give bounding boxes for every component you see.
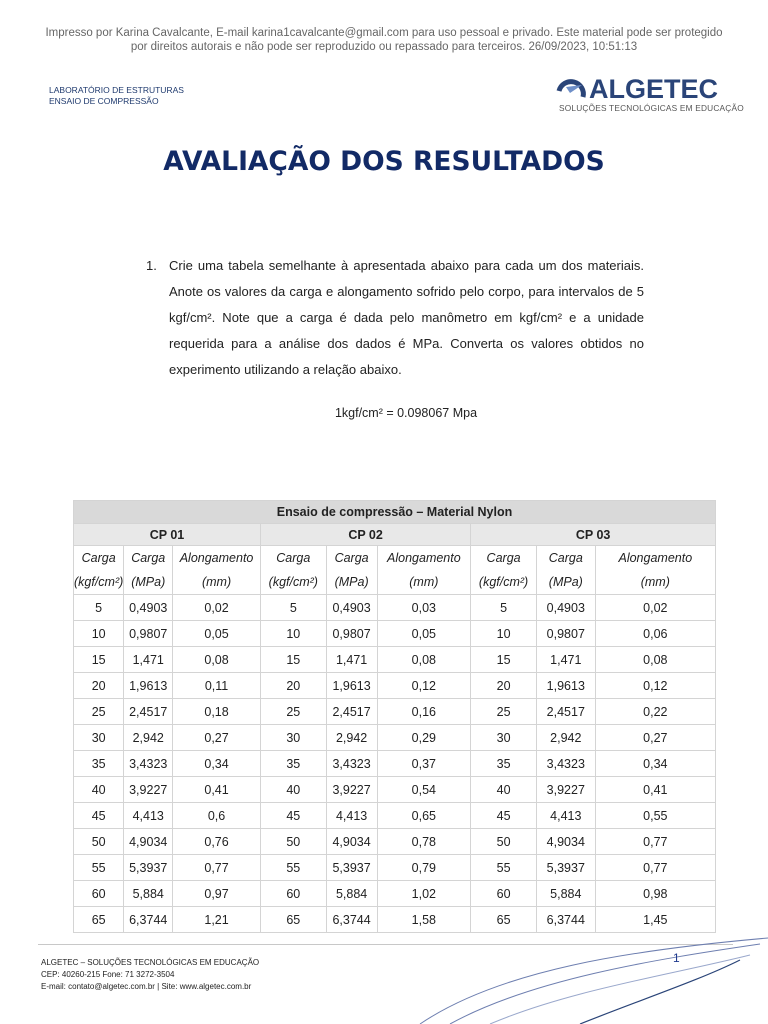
table-cell: 50 — [471, 829, 537, 855]
carga-mpa-header — [326, 546, 377, 595]
page-number: 1 — [673, 951, 680, 965]
carga-mpa-header-line-2: (MPa) — [131, 575, 166, 589]
table-row — [74, 803, 716, 829]
table-cell: 1,45 — [595, 907, 715, 933]
table-cell: 0,65 — [377, 803, 471, 829]
alongamento-header — [173, 546, 261, 595]
table-cell: 25 — [260, 699, 326, 725]
table-cell: 55 — [74, 855, 124, 881]
group-header-cp02: CP 02 — [260, 524, 470, 546]
table-cell: 4,413 — [326, 803, 377, 829]
alongamento-header-line-1: Alongamento — [618, 551, 693, 565]
table-cell: 40 — [260, 777, 326, 803]
watermark-line-1: Impresso por Karina Cavalcante, E-mail karina1cavalcante@gmail.com para uso pessoal e privado. Este material pode ser protegido — [45, 27, 723, 39]
table-cell: 3,4323 — [326, 751, 377, 777]
table-cell: 4,9034 — [536, 829, 595, 855]
carga-kgf-header — [74, 546, 124, 595]
table-cell: 5,884 — [536, 881, 595, 907]
table-cell: 50 — [260, 829, 326, 855]
table-cell: 35 — [260, 751, 326, 777]
question-number: 1. — [146, 258, 157, 273]
table-cell: 1,9613 — [124, 673, 173, 699]
alongamento-header-line-1: Alongamento — [387, 551, 461, 565]
conversion-formula: 1kgf/cm² = 0.098067 Mpa — [334, 406, 478, 420]
alongamento-header-line-1: Alongamento — [179, 551, 254, 565]
table-cell: 1,21 — [173, 907, 261, 933]
table-row — [74, 881, 716, 907]
carga-mpa-header-line-1: Carga — [131, 551, 166, 565]
table-cell: 0,02 — [173, 595, 261, 621]
table-cell: 0,05 — [173, 621, 261, 647]
table-cell: 1,58 — [377, 907, 471, 933]
carga-kgf-header-line-1: Carga — [81, 551, 116, 565]
group-header-cp03: CP 03 — [471, 524, 716, 546]
table-cell: 0,37 — [377, 751, 471, 777]
table-cell: 0,06 — [595, 621, 715, 647]
table-cell: 55 — [471, 855, 537, 881]
table-cell: 0,08 — [595, 647, 715, 673]
table-cell: 5,3937 — [124, 855, 173, 881]
table-cell: 1,471 — [124, 647, 173, 673]
table-cell: 0,98 — [595, 881, 715, 907]
table-cell: 0,41 — [173, 777, 261, 803]
logo-tagline: SOLUÇÕES TECNOLÓGICAS EM EDUCAÇÃO — [559, 103, 744, 113]
carga-kgf-header-line-2: (kgf/cm²) — [268, 575, 318, 589]
table-cell: 0,29 — [377, 725, 471, 751]
table-row — [74, 595, 716, 621]
table-cell: 35 — [74, 751, 124, 777]
table-cell: 5 — [471, 595, 537, 621]
table-cell: 35 — [471, 751, 537, 777]
table-cell: 2,942 — [326, 725, 377, 751]
footer-address: CEP: 40260-215 Fone: 71 3272-3504 — [41, 970, 175, 979]
table-row — [74, 699, 716, 725]
table-cell: 1,471 — [326, 647, 377, 673]
table-cell: 0,9807 — [326, 621, 377, 647]
table-cell: 0,08 — [377, 647, 471, 673]
table-cell: 30 — [260, 725, 326, 751]
group-header-cp01: CP 01 — [74, 524, 261, 546]
table-body — [74, 595, 716, 933]
carga-mpa-header-line-1: Carga — [548, 551, 583, 565]
table-cell: 30 — [471, 725, 537, 751]
alongamento-header — [595, 546, 715, 595]
carga-kgf-header-line-1: Carga — [276, 551, 311, 565]
carga-mpa-header — [124, 546, 173, 595]
table-row — [74, 725, 716, 751]
table-cell: 5 — [260, 595, 326, 621]
table-cell: 0,03 — [377, 595, 471, 621]
table-cell: 40 — [471, 777, 537, 803]
table-cell: 0,97 — [173, 881, 261, 907]
carga-mpa-header-line-2: (MPa) — [334, 575, 369, 589]
table-row — [74, 829, 716, 855]
alongamento-header-line-2: (mm) — [640, 575, 670, 589]
table-cell: 0,77 — [595, 829, 715, 855]
table-cell: 0,4903 — [536, 595, 595, 621]
table-cell: 45 — [260, 803, 326, 829]
table-cell: 25 — [74, 699, 124, 725]
footer-company: ALGETEC – SOLUÇÕES TECNOLÓGICAS EM EDUCAÇÃO — [41, 958, 260, 967]
table-cell: 2,4517 — [536, 699, 595, 725]
table-cell: 0,76 — [173, 829, 261, 855]
table-cell: 0,6 — [173, 803, 261, 829]
carga-kgf-header-line-2: (kgf/cm²) — [74, 575, 124, 589]
carga-kgf-header-line-2: (kgf/cm²) — [478, 575, 529, 589]
table-cell: 0,9807 — [124, 621, 173, 647]
table-cell: 1,471 — [536, 647, 595, 673]
table-cell: 0,12 — [377, 673, 471, 699]
table-cell: 1,02 — [377, 881, 471, 907]
table-cell: 0,11 — [173, 673, 261, 699]
table-cell: 0,27 — [595, 725, 715, 751]
table-cell: 0,34 — [595, 751, 715, 777]
lab-name: LABORATÓRIO DE ESTRUTURAS — [49, 85, 184, 95]
footer-contact: E-mail: contato@algetec.com.br | Site: www.algetec.com.br — [41, 982, 252, 991]
table-row — [74, 647, 716, 673]
question-text: Crie uma tabela semelhante à apresentada abaixo para cada um dos materiais. Anote os valores da carga e alongamento sofrido pelo corpo, para intervalos de 5 kgf/cm². Note que a carga é dada pelo manômetro em kgf/cm² e a unidade requerida para a análise dos dados é MPa. Converta os valores obtidos no experimento utilizando a relação abaixo. — [169, 258, 644, 377]
table-cell: 65 — [74, 907, 124, 933]
carga-kgf-header — [260, 546, 326, 595]
table-row — [74, 907, 716, 933]
table-cell: 60 — [260, 881, 326, 907]
table-cell: 2,4517 — [124, 699, 173, 725]
table-cell: 45 — [471, 803, 537, 829]
carga-mpa-header — [536, 546, 595, 595]
table-cell: 6,3744 — [124, 907, 173, 933]
table-cell: 3,4323 — [536, 751, 595, 777]
table-cell: 15 — [74, 647, 124, 673]
table-cell: 15 — [471, 647, 537, 673]
table-cell: 0,12 — [595, 673, 715, 699]
alongamento-header — [377, 546, 471, 595]
logo-name: ALGETEC — [589, 74, 719, 104]
table-cell: 2,942 — [124, 725, 173, 751]
question-1 — [146, 253, 644, 383]
table-cell: 0,16 — [377, 699, 471, 725]
table-cell: 50 — [74, 829, 124, 855]
alongamento-header-line-2: (mm) — [409, 575, 439, 589]
table-cell: 0,55 — [595, 803, 715, 829]
algetec-logo — [556, 74, 744, 116]
table-cell: 6,3744 — [536, 907, 595, 933]
table-cell: 20 — [74, 673, 124, 699]
document-header — [49, 85, 184, 107]
table-cell: 4,9034 — [326, 829, 377, 855]
experiment-name: ENSAIO DE COMPRESSÃO — [49, 96, 159, 106]
table-cell: 5,884 — [124, 881, 173, 907]
table-cell: 45 — [74, 803, 124, 829]
table-cell: 0,22 — [595, 699, 715, 725]
carga-mpa-header-line-2: (MPa) — [548, 575, 583, 589]
table-cell: 0,4903 — [124, 595, 173, 621]
table-cell: 1,9613 — [536, 673, 595, 699]
table-cell: 0,4903 — [326, 595, 377, 621]
table-cell: 0,79 — [377, 855, 471, 881]
table-cell: 6,3744 — [326, 907, 377, 933]
table-cell: 5,3937 — [536, 855, 595, 881]
table-cell: 0,54 — [377, 777, 471, 803]
table-cell: 60 — [471, 881, 537, 907]
table-cell: 0,77 — [595, 855, 715, 881]
page-title: AVALIAÇÃO DOS RESULTADOS — [163, 146, 605, 177]
table-row — [74, 777, 716, 803]
table-cell: 3,9227 — [124, 777, 173, 803]
table-cell: 5 — [74, 595, 124, 621]
watermark-line-2: por direitos autorais e não pode ser reproduzido ou repassado para terceiros. 26/09/2023, 10:51:13 — [130, 40, 638, 53]
table-cell: 4,9034 — [124, 829, 173, 855]
table-cell: 4,413 — [124, 803, 173, 829]
table-cell: 40 — [74, 777, 124, 803]
table-cell: 5,884 — [326, 881, 377, 907]
table-cell: 0,02 — [595, 595, 715, 621]
carga-kgf-header — [471, 546, 537, 595]
table-cell: 1,9613 — [326, 673, 377, 699]
table-cell: 3,9227 — [536, 777, 595, 803]
table-row — [74, 751, 716, 777]
table-cell: 0,18 — [173, 699, 261, 725]
logo-mark-icon — [556, 77, 590, 105]
table-row — [74, 673, 716, 699]
table-cell: 0,9807 — [536, 621, 595, 647]
table-cell: 0,05 — [377, 621, 471, 647]
table-cell: 2,942 — [536, 725, 595, 751]
table-cell: 0,27 — [173, 725, 261, 751]
table-title: Ensaio de compressão – Material Nylon — [74, 501, 716, 524]
table-cell: 20 — [260, 673, 326, 699]
table-cell: 5,3937 — [326, 855, 377, 881]
table-cell: 65 — [260, 907, 326, 933]
table-cell: 10 — [74, 621, 124, 647]
table-row — [74, 855, 716, 881]
table-row — [74, 621, 716, 647]
table-cell: 0,41 — [595, 777, 715, 803]
carga-mpa-header-line-1: Carga — [334, 551, 369, 565]
table-cell: 3,4323 — [124, 751, 173, 777]
alongamento-header-line-2: (mm) — [201, 575, 232, 589]
table-cell: 0,78 — [377, 829, 471, 855]
table-cell: 25 — [471, 699, 537, 725]
table-cell: 4,413 — [536, 803, 595, 829]
table-cell: 0,34 — [173, 751, 261, 777]
table-cell: 10 — [260, 621, 326, 647]
table-cell: 10 — [471, 621, 537, 647]
table-cell: 3,9227 — [326, 777, 377, 803]
table-cell: 30 — [74, 725, 124, 751]
footer — [41, 957, 259, 993]
footer-wave-decoration — [380, 930, 768, 1024]
table-cell: 55 — [260, 855, 326, 881]
table-cell: 60 — [74, 881, 124, 907]
table-cell: 15 — [260, 647, 326, 673]
carga-kgf-header-line-1: Carga — [486, 551, 521, 565]
watermark-notice — [0, 27, 768, 54]
table-cell: 0,77 — [173, 855, 261, 881]
column-header-row — [74, 546, 716, 595]
table-cell: 0,08 — [173, 647, 261, 673]
results-table — [73, 500, 716, 933]
table-cell: 20 — [471, 673, 537, 699]
table-cell: 65 — [471, 907, 537, 933]
table-cell: 2,4517 — [326, 699, 377, 725]
